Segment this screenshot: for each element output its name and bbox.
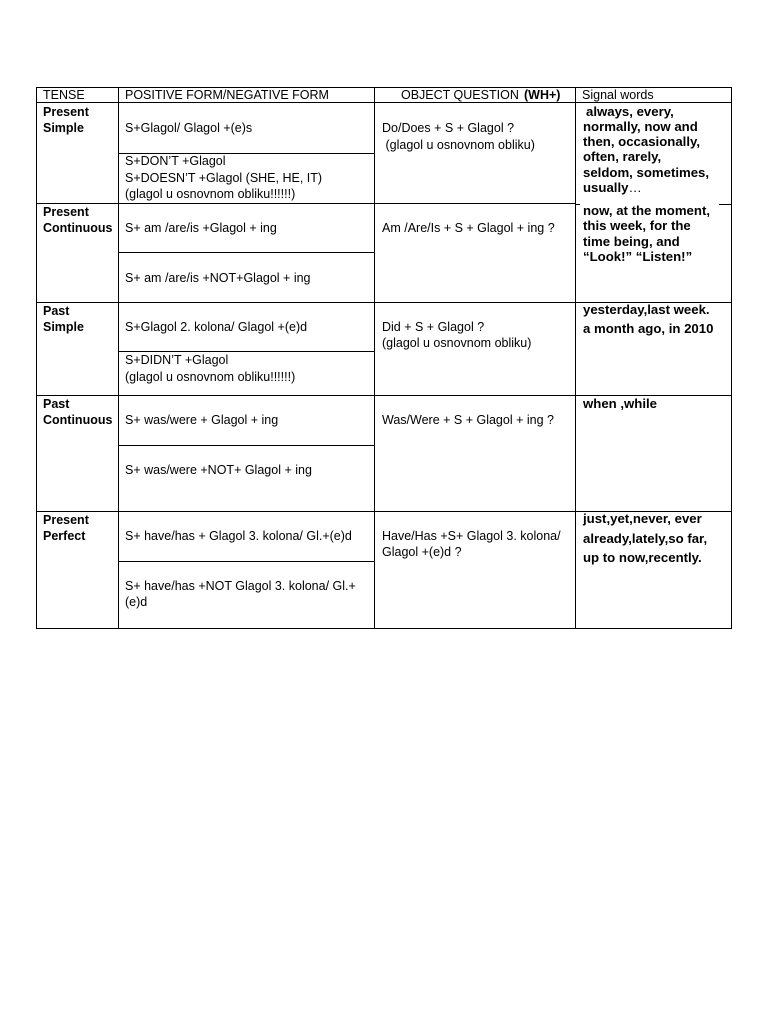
tense-label: Present	[43, 105, 89, 119]
column-divider-1	[118, 87, 119, 629]
signal-words-line: seldom, sometimes,	[583, 165, 710, 180]
positive-form: S+ have/has + Glagol 3. kolona/ Gl.+(e)d	[125, 529, 352, 543]
question-form: Am /Are/Is + S + Glagol + ing ?	[382, 221, 555, 235]
header-signal: Signal words	[582, 88, 654, 102]
question-note: (glagol u osnovnom obliku)	[382, 138, 535, 152]
signal-words-line: when ,while	[583, 396, 658, 411]
signal-words-line: now, at the moment,	[583, 203, 710, 218]
signal-words-line	[583, 180, 642, 195]
signal-words-line: “Look!” “Listen!”	[583, 249, 693, 264]
header-question: OBJECT QUESTION	[401, 88, 519, 102]
header-form: POSITIVE FORM/NEGATIVE FORM	[125, 88, 329, 102]
signal-words-line: yesterday,last week.	[583, 302, 710, 317]
question-form: Glagol +(e)d ?	[382, 545, 462, 559]
negative-form-line: (e)d	[125, 595, 148, 609]
form-split	[118, 561, 375, 562]
signal-words-line: time being, and	[583, 234, 680, 249]
form-split	[118, 445, 375, 446]
signal-words-line: then, occasionally,	[583, 134, 701, 149]
signal-separator	[575, 204, 580, 205]
header-tense: TENSE	[43, 88, 85, 102]
signal-words-line: already,lately,so far,	[583, 531, 708, 546]
tense-label: Simple	[43, 320, 84, 334]
negative-form: S+ am /are/is +NOT+Glagol + ing	[125, 271, 311, 285]
row-separator	[36, 511, 576, 512]
negative-form-line: S+DON’T +Glagol	[125, 154, 226, 168]
tense-label: Past	[43, 397, 70, 411]
positive-form: S+Glagol/ Glagol +(e)s	[125, 121, 253, 135]
tense-label: Present	[43, 205, 89, 219]
positive-form: S+ was/were + Glagol + ing	[125, 413, 279, 427]
tense-label: Present	[43, 513, 89, 527]
row-separator	[36, 203, 576, 204]
form-split	[118, 252, 375, 253]
negative-form: S+ was/were +NOT+ Glagol + ing	[125, 463, 312, 477]
tense-label: Continuous	[43, 413, 113, 427]
negative-form-line: S+ have/has +NOT Glagol 3. kolona/ Gl.+	[125, 579, 356, 593]
signal-words-line: this week, for the	[583, 218, 691, 233]
table-border-bottom	[36, 628, 732, 629]
negative-form-line: (glagol u osnovnom obliku!!!!!!)	[125, 187, 296, 201]
table-border-right	[731, 87, 732, 629]
negative-form-line: (glagol u osnovnom obliku!!!!!!)	[125, 370, 296, 384]
question-note: (glagol u osnovnom obliku)	[382, 336, 532, 350]
tense-label: Continuous	[43, 221, 113, 235]
tense-label: Simple	[43, 121, 84, 135]
signal-words-line: normally, now and	[583, 119, 698, 134]
header-question-tag: (WH+)	[524, 88, 561, 102]
tense-label: Past	[43, 304, 70, 318]
signal-words-text: usually	[583, 180, 629, 195]
signal-separator	[719, 204, 732, 205]
question-form: Do/Does + S + Glagol ?	[382, 121, 515, 135]
table-border-left	[36, 87, 37, 629]
positive-form: S+ am /are/is +Glagol + ing	[125, 221, 277, 235]
negative-form-line: S+DIDN’T +Glagol	[125, 353, 229, 367]
question-form: Did + S + Glagol ?	[382, 320, 485, 334]
signal-ellipsis: …	[628, 180, 642, 195]
positive-form: S+Glagol 2. kolona/ Glagol +(e)d	[125, 320, 308, 334]
question-form: Have/Has +S+ Glagol 3. kolona/	[382, 529, 561, 543]
question-form: Was/Were + S + Glagol + ing ?	[382, 413, 554, 427]
signal-words-line: always, every,	[586, 104, 674, 119]
row-separator	[36, 395, 576, 396]
tense-label: Perfect	[43, 529, 86, 543]
signal-words-line: just,yet,never, ever	[583, 511, 702, 526]
signal-words-line: up to now,recently.	[583, 550, 702, 565]
signal-words-line: a month ago, in 2010	[583, 321, 714, 336]
row-separator	[36, 302, 576, 303]
negative-form-line: S+DOESN’T +Glagol (SHE, HE, IT)	[125, 171, 323, 185]
column-divider-2	[374, 87, 375, 629]
signal-words-line: often, rarely,	[583, 149, 662, 164]
column-divider-3	[575, 87, 576, 629]
